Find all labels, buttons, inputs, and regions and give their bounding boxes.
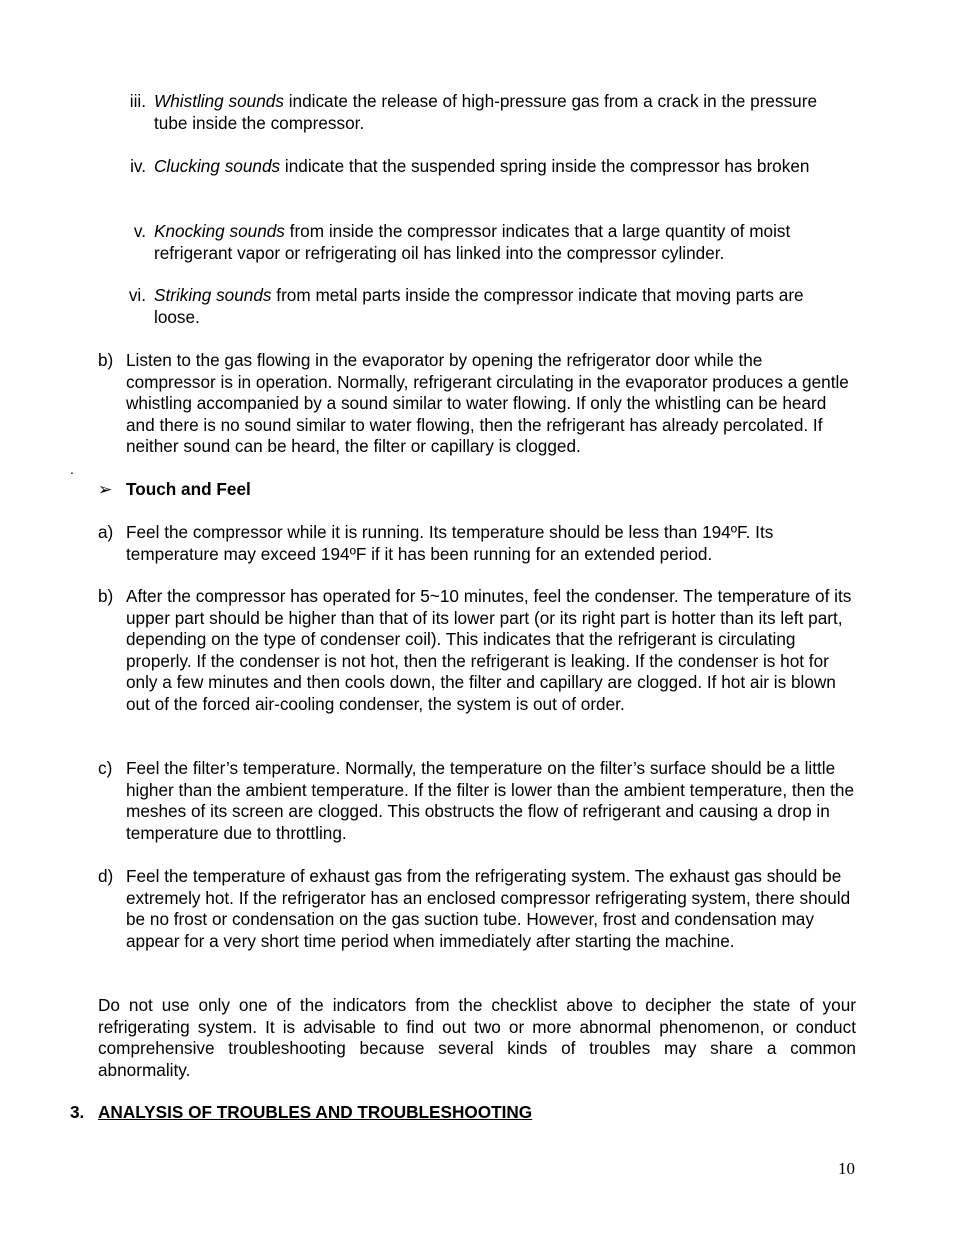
list-item-body: from metal parts inside the compressor indicate that moving parts are loose. [154,285,804,327]
list-marker: iv. [130,156,146,176]
list-marker: b) [98,586,114,606]
list-item-text [154,91,854,134]
list-marker: iii. [129,91,146,111]
stray-dot: . [70,461,74,477]
list-item-text [154,285,854,328]
emphasis-term: Knocking sounds [154,221,285,241]
page-number: 10 [838,1159,855,1178]
list-marker: a) [98,522,114,542]
list-item-text: After the compressor has operated for 5~10 minutes, feel the condenser. The temperature of its upper part should be higher than that of its lower part (or its right part is hotter than its left part, depending on the type of condenser coil). This indicates that the refrigerant is circulating properly. If the condenser is not hot, then the refrigerant is leaking. If the condenser is hot for only a few minutes and then cools down, the filter and capillary are clogged. If hot air is blown out of the forced air-cooling condenser, the system is out of order. [126,586,852,714]
list-item-text: Feel the temperature of exhaust gas from the refrigerating system. The exhaust gas should be extremely hot. If the refrigerator has an enclosed compressor refrigerating system, there should be no frost or condensation on the gas suction tube. However, frost and condensation may appear for a very short time period when immediately after starting the machine. [126,866,851,951]
list-item-text [154,221,854,264]
emphasis-term: Whistling sounds [154,91,284,111]
emphasis-term: Striking sounds [154,285,272,305]
list-item-text: Feel the filter’s temperature. Normally, the temperature on the filter’s surface should be a little higher than the ambient temperature. If the filter is lower than the ambient temperature, then the meshes of its screen are clogged. This obstructs the flow of refrigerant and causing a drop in temperature due to throttling. [126,758,855,843]
list-item-text: Feel the compressor while it is running. Its temperature should be less than 194ºF. Its temperature may exceed 194ºF if it has been running for an extended period. [126,522,774,564]
list-marker: d) [98,866,114,886]
list-item-body: from inside the compressor indicates that a large quantity of moist refrigerant vapor or refrigerating oil has linked into the compressor cylinder. [154,221,791,263]
emphasis-term: Clucking sounds [154,156,281,176]
list-marker: v. [133,221,146,241]
subsection-heading [98,479,251,501]
list-item-body: indicate the release of high-pressure gas from a crack in the pressure tube inside the compressor. [154,91,818,133]
section-heading [70,1102,532,1124]
arrow-bullet-icon: ➢ [98,479,113,499]
list-item-text [154,156,854,178]
list-item-text: Listen to the gas flowing in the evaporator by opening the refrigerator door while the compressor is in operation. Normally, refrigerant circulating in the evaporator produces a gentle whistling accompanied by a sound similar to water flowing. If only the whistling can be heard and there is no sound similar to water flowing, then the refrigerant has already percolated. If neither sound can be heard, the filter or capillary is clogged. [126,350,849,457]
subsection-heading-label: Touch and Feel [126,479,251,499]
list-marker: vi. [128,285,146,305]
list-marker: b) [98,350,114,370]
list-marker: c) [98,758,113,778]
closing-paragraph: Do not use only one of the indicators from the checklist above to decipher the state of your refrigerating system. It is advisable to find out two or more abnormal phenomenon, or conduct comprehensive troubleshooting because several kinds of troubles may share a common abnormality. [98,995,856,1080]
section-title: ANALYSIS OF TROUBLES AND TROUBLESHOOTING [98,1102,533,1122]
section-number: 3. [70,1102,85,1122]
list-item-body: indicate that the suspended spring inside the compressor has broken [280,156,810,176]
